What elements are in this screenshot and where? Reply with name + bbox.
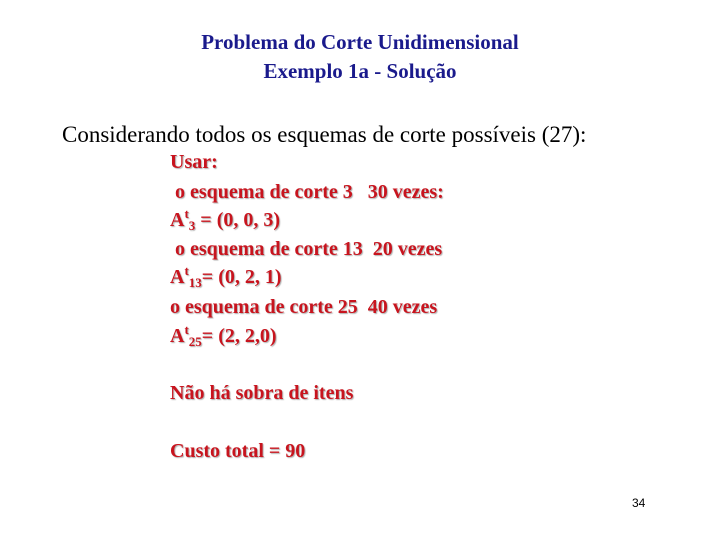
vector-value: = (2, 2,0): [201, 325, 277, 347]
transpose-mark: t: [184, 322, 189, 337]
vector-label: A: [170, 325, 185, 347]
plan-2-text: o esquema de corte 13 20 vezes: [170, 238, 443, 260]
vector-label: A: [170, 266, 185, 288]
transpose-mark: t: [184, 206, 189, 221]
intro-text: Considerando todos os esquemas de corte possíveis (27):: [62, 122, 587, 147]
plan-1-vector: [170, 206, 281, 233]
solution-block: [170, 0, 690, 480]
title-line-1: Problema do Corte Unidimensional: [201, 30, 519, 54]
vector-label: A: [170, 209, 185, 231]
plan-3-text: o esquema de corte 25 40 vezes: [170, 296, 438, 318]
vector-index: 13: [188, 275, 202, 290]
plan-2-vector: [170, 263, 282, 290]
no-leftover-text: Não há sobra de itens: [170, 382, 354, 404]
usar-label: Usar:: [170, 151, 218, 173]
transpose-mark: t: [184, 263, 189, 278]
vector-index: 25: [188, 334, 202, 349]
total-cost-text: Custo total = 90: [170, 440, 306, 462]
vector-value: = (0, 0, 3): [195, 209, 281, 231]
page-number: 34: [632, 496, 646, 510]
plan-1-text: o esquema de corte 3 30 vezes:: [170, 181, 444, 203]
vector-index: 3: [188, 218, 196, 233]
vector-value: = (0, 2, 1): [201, 266, 282, 288]
title-line-2: Exemplo 1a - Solução: [263, 59, 457, 83]
plan-3-vector: [170, 322, 277, 349]
